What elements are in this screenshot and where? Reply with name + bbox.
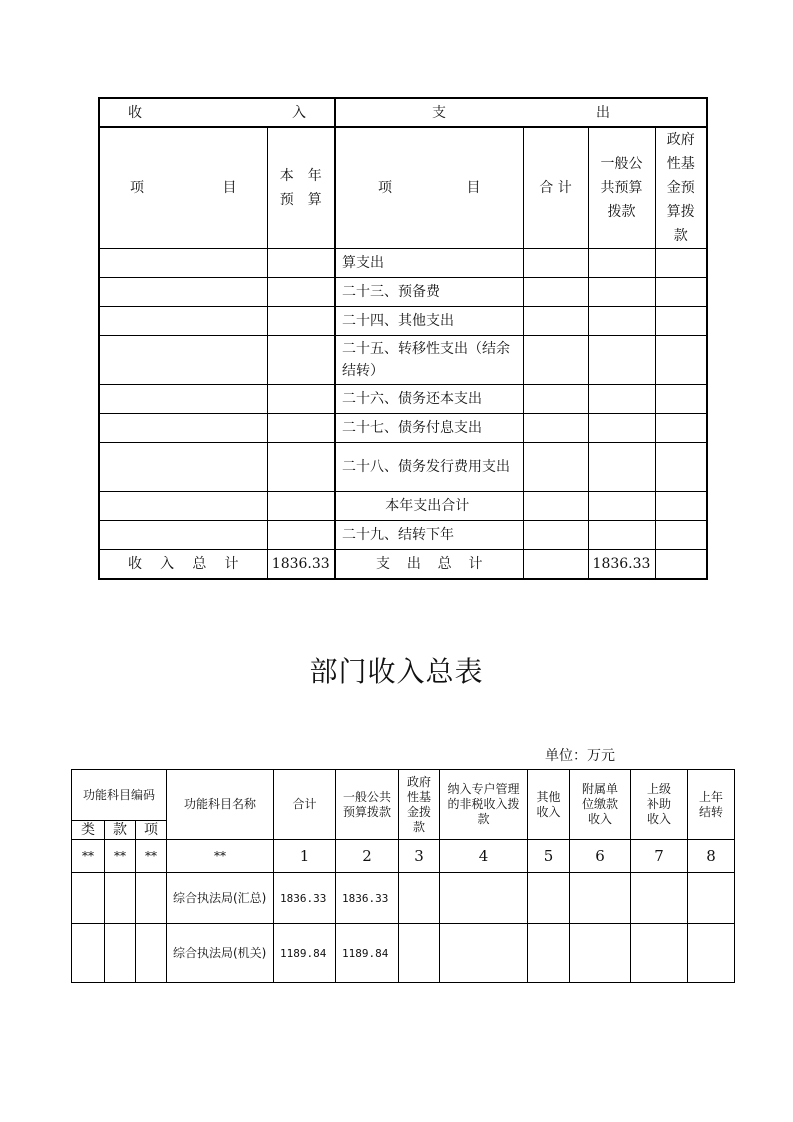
index-cell: ** xyxy=(136,840,167,873)
table-row xyxy=(72,873,735,924)
row-name: 综合执法局(机关) xyxy=(167,924,274,983)
subsidy-header: 上级补助收入 xyxy=(631,770,688,840)
kuan-header: 款 xyxy=(105,821,136,840)
row-name: 综合执法局(汇总) xyxy=(167,873,274,924)
index-cell: 6 xyxy=(570,840,631,873)
expense-item: 二十四、其他支出 xyxy=(335,307,523,336)
index-cell: ** xyxy=(167,840,274,873)
table-row xyxy=(72,924,735,983)
index-cell: 8 xyxy=(688,840,735,873)
index-cell: 5 xyxy=(528,840,570,873)
index-cell: 1 xyxy=(274,840,336,873)
lei-header: 类 xyxy=(72,821,105,840)
expense-item: 二十八、债务发行费用支出 xyxy=(335,443,523,492)
name-header: 功能科目名称 xyxy=(167,770,274,840)
expense-item: 二十九、结转下年 xyxy=(335,521,523,550)
income-expense-table xyxy=(98,97,708,580)
general-budget-header: 一般公共预算拨款 xyxy=(588,127,655,249)
page-title: 部门收入总表 xyxy=(309,655,484,688)
index-cell: 7 xyxy=(631,840,688,873)
index-cell: ** xyxy=(105,840,136,873)
expense-item: 二十五、转移性支出（结余结转） xyxy=(335,336,523,385)
total-header: 合 计 xyxy=(523,127,588,249)
other-income-header: 其他收入 xyxy=(528,770,570,840)
department-income-table xyxy=(71,769,735,983)
total-header: 合计 xyxy=(274,770,336,840)
general-budget-header: 一般公共预算拨款 xyxy=(336,770,399,840)
index-cell: 2 xyxy=(336,840,399,873)
unit-label: 单位：万元 xyxy=(545,748,615,764)
income-header: 收 入 xyxy=(99,98,335,127)
row-general: 1836.33 xyxy=(336,873,399,924)
index-cell: 3 xyxy=(399,840,440,873)
expense-total-label: 支 出 总 计 xyxy=(335,550,523,580)
income-total-label: 收 入 总 计 xyxy=(99,550,267,580)
row-general: 1189.84 xyxy=(336,924,399,983)
index-cell: 4 xyxy=(440,840,528,873)
expense-item: 二十七、债务付息支出 xyxy=(335,414,523,443)
affiliated-header: 附属单位缴款收入 xyxy=(570,770,631,840)
row-total: 1836.33 xyxy=(274,873,336,924)
gov-fund-header: 政府性基金预算拨款 xyxy=(655,127,707,249)
carry-header: 上年结转 xyxy=(688,770,735,840)
income-item-header: 项 目 xyxy=(99,127,267,249)
gov-fund-header: 政府性基金拨款 xyxy=(399,770,440,840)
row-total: 1189.84 xyxy=(274,924,336,983)
expense-item-header: 项 目 xyxy=(335,127,523,249)
code-header: 功能科目编码 xyxy=(72,770,167,821)
income-total-value: 1836.33 xyxy=(267,550,335,580)
expense-item: 二十三、预备费 xyxy=(335,278,523,307)
expense-header: 支 出 xyxy=(335,98,707,127)
year-expense-total-label: 本年支出合计 xyxy=(335,492,523,521)
budget-header: 本 年 预 算 xyxy=(267,127,335,249)
expense-item: 算支出 xyxy=(335,249,523,278)
xiang-header: 项 xyxy=(136,821,167,840)
expense-item: 二十六、债务还本支出 xyxy=(335,385,523,414)
index-cell: ** xyxy=(72,840,105,873)
general-total-value: 1836.33 xyxy=(588,550,655,580)
nontax-header: 纳入专户管理的非税收入拨款 xyxy=(440,770,528,840)
